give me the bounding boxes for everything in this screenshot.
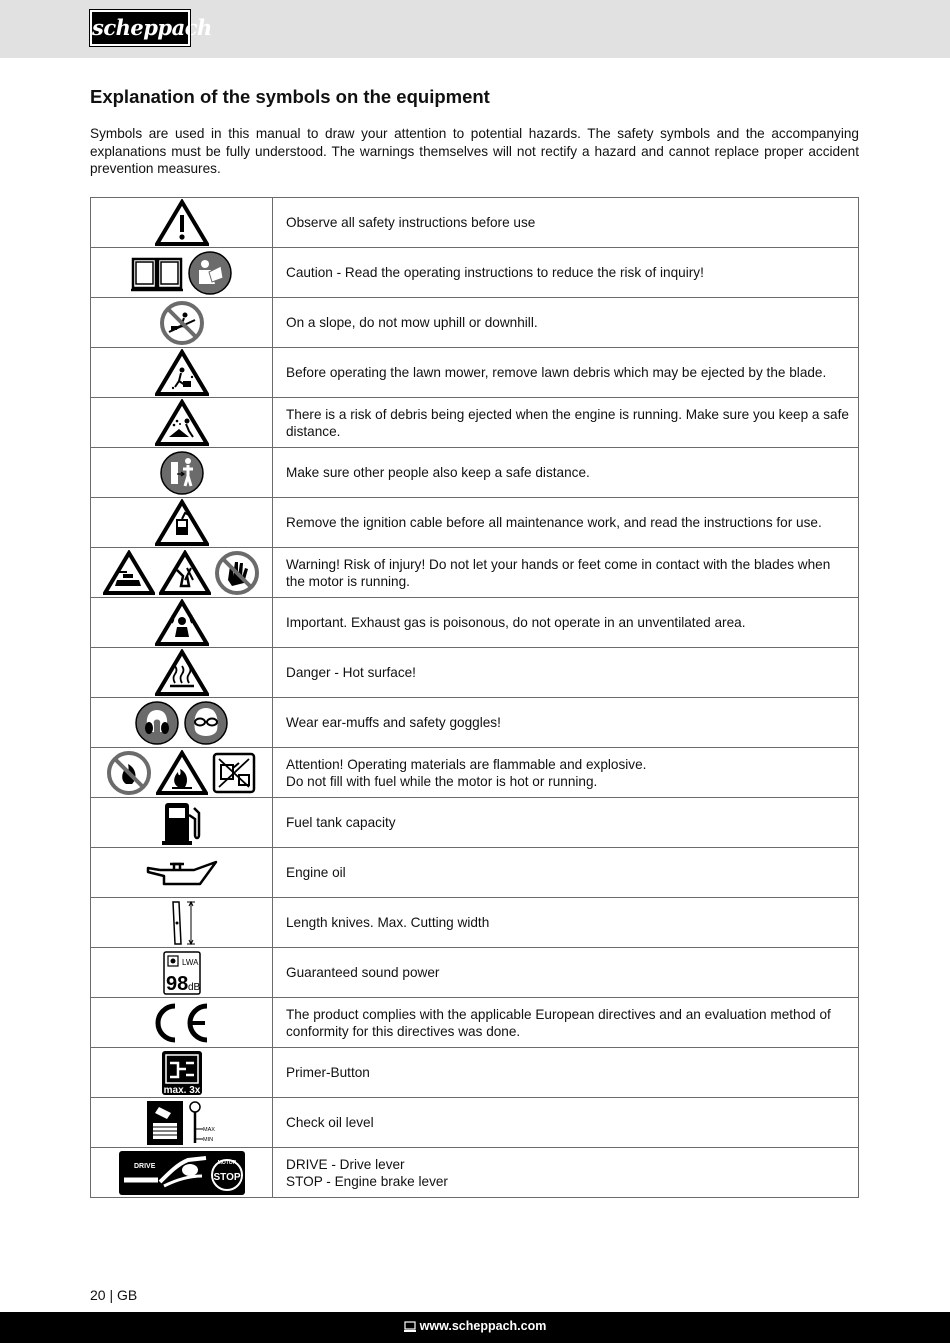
table-row [91, 1048, 859, 1098]
ejected-debris-warning-icon [155, 399, 209, 447]
hot-surface-warning-icon [155, 649, 209, 697]
oil-min-label: MIN [202, 1136, 213, 1143]
symbol-description: Attention! Operating materials are flammable and explosive. Do not fill with fuel while the motor is hot or running. [273, 748, 859, 798]
primer-label: max. 3x [163, 1084, 200, 1096]
table-row [91, 498, 859, 548]
blade-length-icon [165, 899, 199, 947]
table-row [91, 298, 859, 348]
footer-url[interactable]: www.scheppach.com [419, 1319, 547, 1333]
sound-power-icon [162, 950, 202, 996]
table-row [91, 898, 859, 948]
symbol-description: Length knives. Max. Cutting width [273, 898, 859, 948]
safety-goggles-icon [183, 700, 229, 746]
ignition-cable-warning-icon [155, 499, 209, 547]
table-row [91, 548, 859, 598]
sound-value: 98 [165, 972, 188, 995]
primer-button-icon [160, 1049, 204, 1097]
symbol-description: Caution - Read the operating instructions to reduce the risk of inquiry! [273, 248, 859, 298]
symbol-description: DRIVE - Drive lever STOP - Engine brake lever [273, 1148, 859, 1198]
symbol-cell [91, 498, 273, 548]
oil-max-label: MAX [202, 1126, 215, 1133]
flammable-warning-icon [156, 750, 208, 796]
keep-distance-icon [159, 450, 205, 496]
symbol-description: Guaranteed sound power [273, 948, 859, 998]
ce-mark-icon [151, 1001, 213, 1045]
sound-unit: dB [187, 981, 200, 993]
motor-label: MOTOR [217, 1159, 236, 1166]
symbol-description: There is a risk of debris being ejected when the engine is running. Make sure you keep a safe distance. [273, 398, 859, 448]
table-row [91, 248, 859, 298]
symbol-description: Important. Exhaust gas is poisonous, do not operate in an unventilated area. [273, 598, 859, 648]
no-slope-mowing-icon [159, 300, 205, 346]
symbol-cell [91, 748, 273, 798]
sound-label: LWA [181, 957, 198, 967]
symbol-cell [91, 348, 273, 398]
symbol-cell [91, 198, 273, 248]
table-row [91, 748, 859, 798]
symbol-cell [91, 448, 273, 498]
manual-book-icon [130, 253, 184, 293]
no-hands-icon [214, 550, 260, 596]
symbol-description: Make sure other people also keep a safe distance. [273, 448, 859, 498]
symbol-description: Remove the ignition cable before all maintenance work, and read the instructions for use. [273, 498, 859, 548]
computer-icon [404, 1321, 416, 1332]
symbol-description: The product complies with the applicable European directives and an evaluation method of conformity for this directives was done. [273, 998, 859, 1048]
table-row [91, 348, 859, 398]
drive-label: DRIVE [133, 1162, 155, 1170]
table-row [91, 698, 859, 748]
oil-can-icon [144, 856, 220, 890]
symbol-cell [91, 648, 273, 698]
table-row [91, 398, 859, 448]
stop-label: STOP [212, 1171, 241, 1183]
page-number: 20 | GB [90, 1287, 138, 1303]
symbol-description: Primer-Button [273, 1048, 859, 1098]
symbol-cell [91, 598, 273, 648]
header-bar [0, 0, 950, 58]
remove-debris-warning-icon [155, 349, 209, 397]
blade-foot-warning-icon [159, 550, 211, 596]
intro-paragraph: Symbols are used in this manual to draw your attention to potential hazards. The safety symbols and the accompanying explanations must be fully understood. The warnings themselves will not rectify a hazard and cannot replace proper accident prevention measures. [90, 126, 859, 177]
table-row [91, 448, 859, 498]
symbol-cell [91, 548, 273, 598]
drive-stop-lever-icon [118, 1150, 246, 1196]
read-manual-icon [187, 250, 233, 296]
table-row [91, 1148, 859, 1198]
footer-bar [0, 1312, 950, 1343]
symbol-description: Warning! Risk of injury! Do not let your hands or feet come in contact with the blades when the motor is running. [273, 548, 859, 598]
scheppach-logo: scheppach [90, 10, 190, 46]
symbol-cell [91, 798, 273, 848]
no-fire-icon [106, 750, 152, 796]
blade-hand-warning-icon [103, 550, 155, 596]
page-title: Explanation of the symbols on the equipment [90, 86, 490, 107]
table-row [91, 998, 859, 1048]
fuel-pump-icon [159, 799, 205, 847]
symbol-cell [91, 948, 273, 998]
table-row [91, 948, 859, 998]
symbol-description: Engine oil [273, 848, 859, 898]
symbol-description: Wear ear-muffs and safety goggles! [273, 698, 859, 748]
symbol-cell [91, 1148, 273, 1198]
symbol-cell [91, 898, 273, 948]
no-refuel-running-icon [211, 751, 257, 795]
warning-exclamation-icon [155, 199, 209, 247]
symbol-description: On a slope, do not mow uphill or downhill. [273, 298, 859, 348]
table-row [91, 648, 859, 698]
symbol-cell [91, 998, 273, 1048]
symbol-cell [91, 1098, 273, 1148]
symbol-description: Check oil level [273, 1098, 859, 1148]
symbol-cell [91, 398, 273, 448]
table-row [91, 798, 859, 848]
symbol-description: Danger - Hot surface! [273, 648, 859, 698]
symbol-cell [91, 298, 273, 348]
toxic-gas-warning-icon [155, 599, 209, 647]
table-row [91, 1098, 859, 1148]
symbol-cell [91, 848, 273, 898]
symbol-description: Before operating the lawn mower, remove lawn debris which may be ejected by the blade. [273, 348, 859, 398]
symbols-table [90, 197, 859, 1198]
symbol-description: Observe all safety instructions before use [273, 198, 859, 248]
symbol-cell [91, 248, 273, 298]
table-row [91, 598, 859, 648]
symbol-description: Fuel tank capacity [273, 798, 859, 848]
symbol-cell [91, 1048, 273, 1098]
table-row [91, 848, 859, 898]
oil-level-icon [145, 1099, 219, 1147]
table-row [91, 198, 859, 248]
symbol-cell [91, 698, 273, 748]
ear-muffs-icon [134, 700, 180, 746]
